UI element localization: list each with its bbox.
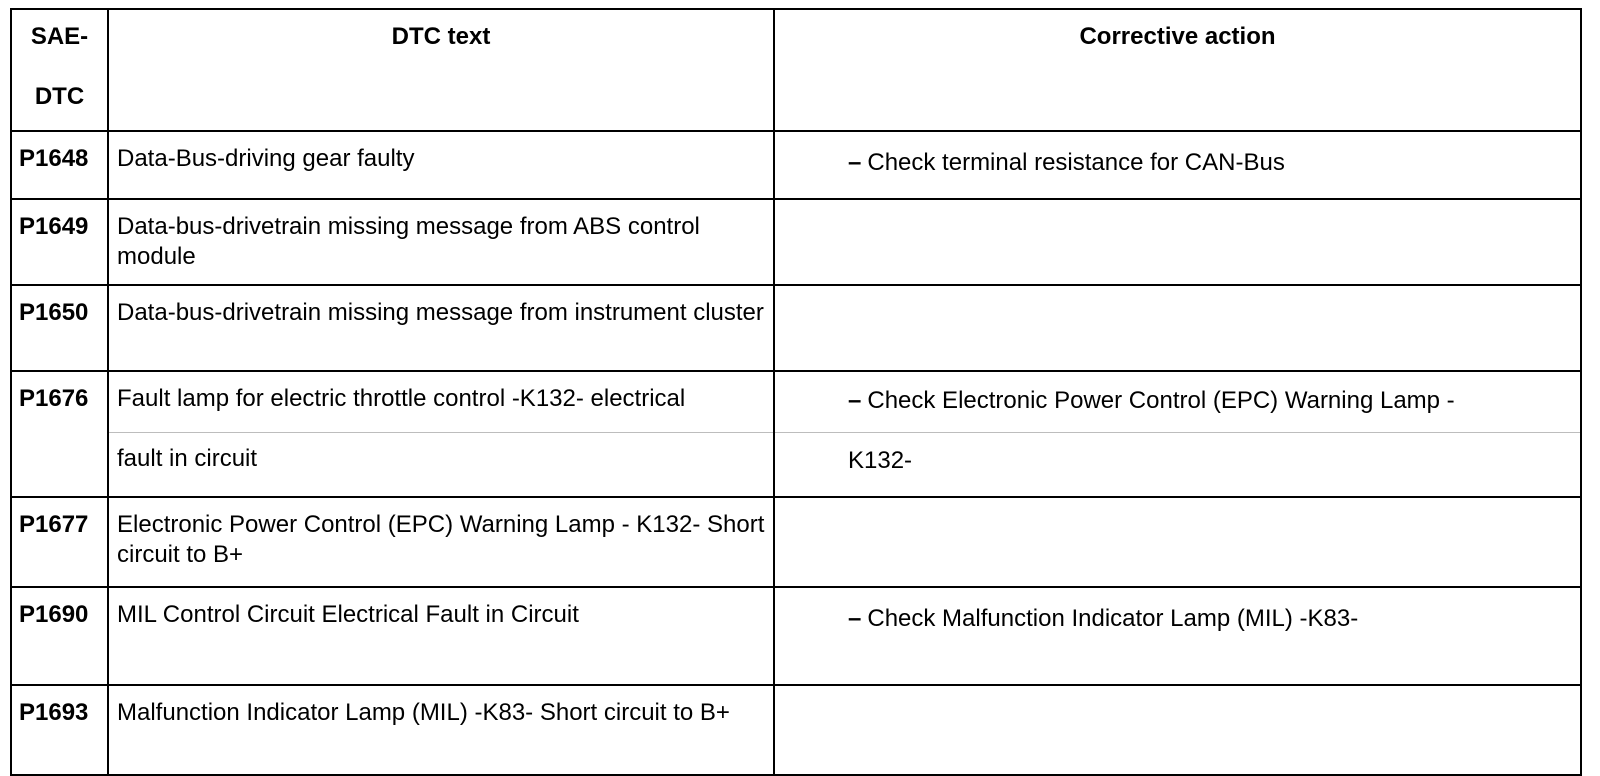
row-divider: [109, 432, 773, 433]
dtc-code: P1650: [11, 285, 108, 371]
dtc-text: [108, 371, 774, 497]
dtc-text-line2: fault in circuit: [117, 445, 258, 472]
corrective-action: [774, 371, 1581, 497]
dtc-code: P1648: [11, 131, 108, 199]
table-row: [11, 131, 1581, 199]
table-row: [11, 371, 1581, 497]
dtc-text: Data-bus-drivetrain missing message from ABS control module: [108, 199, 774, 285]
bullet-dash: –: [848, 387, 862, 414]
corrective-action: [774, 285, 1581, 371]
dtc-text: Data-bus-drivetrain missing message from instrument cluster: [108, 285, 774, 371]
corrective-action-text: Check Malfunction Indicator Lamp (MIL) -K83-: [867, 605, 1359, 632]
dtc-text: MIL Control Circuit Electrical Fault in Circuit: [108, 587, 774, 685]
corrective-action: [774, 685, 1581, 775]
table-row: [11, 285, 1581, 371]
corrective-action-text-line2: K132-: [848, 447, 913, 474]
header-sae-dtc-line2: DTC: [34, 83, 85, 110]
corrective-action: [774, 131, 1581, 199]
dtc-text: Malfunction Indicator Lamp (MIL) -K83- Short circuit to B+: [108, 685, 774, 775]
corrective-action: [774, 497, 1581, 587]
table-row: [11, 685, 1581, 775]
dtc-code: P1693: [11, 685, 108, 775]
dtc-text: Data-Bus-driving gear faulty: [108, 131, 774, 199]
table-header-row: [11, 9, 1581, 131]
table-row: [11, 199, 1581, 285]
dtc-text: Electronic Power Control (EPC) Warning Lamp - K132- Short circuit to B+: [108, 497, 774, 587]
dtc-code: P1649: [11, 199, 108, 285]
bullet-dash: –: [848, 605, 862, 632]
bullet-dash: –: [848, 149, 862, 176]
dtc-text-line1: Fault lamp for electric throttle control -K132- electrical: [117, 385, 686, 412]
header-corrective-action: Corrective action: [774, 9, 1581, 131]
dtc-code: P1676: [11, 371, 108, 497]
corrective-action-text: Check terminal resistance for CAN-Bus: [867, 149, 1285, 176]
corrective-action: [774, 199, 1581, 285]
dtc-code: P1677: [11, 497, 108, 587]
corrective-action: [774, 587, 1581, 685]
corrective-action-text-line1: Check Electronic Power Control (EPC) Warning Lamp -: [867, 387, 1455, 414]
dtc-table: [10, 8, 1582, 776]
table-row: [11, 587, 1581, 685]
header-dtc-text: DTC text: [108, 9, 774, 131]
table-row: [11, 497, 1581, 587]
header-sae-dtc-line1: SAE-: [30, 23, 89, 50]
row-divider: [775, 432, 1580, 433]
header-sae-dtc: [11, 9, 108, 131]
dtc-code: P1690: [11, 587, 108, 685]
